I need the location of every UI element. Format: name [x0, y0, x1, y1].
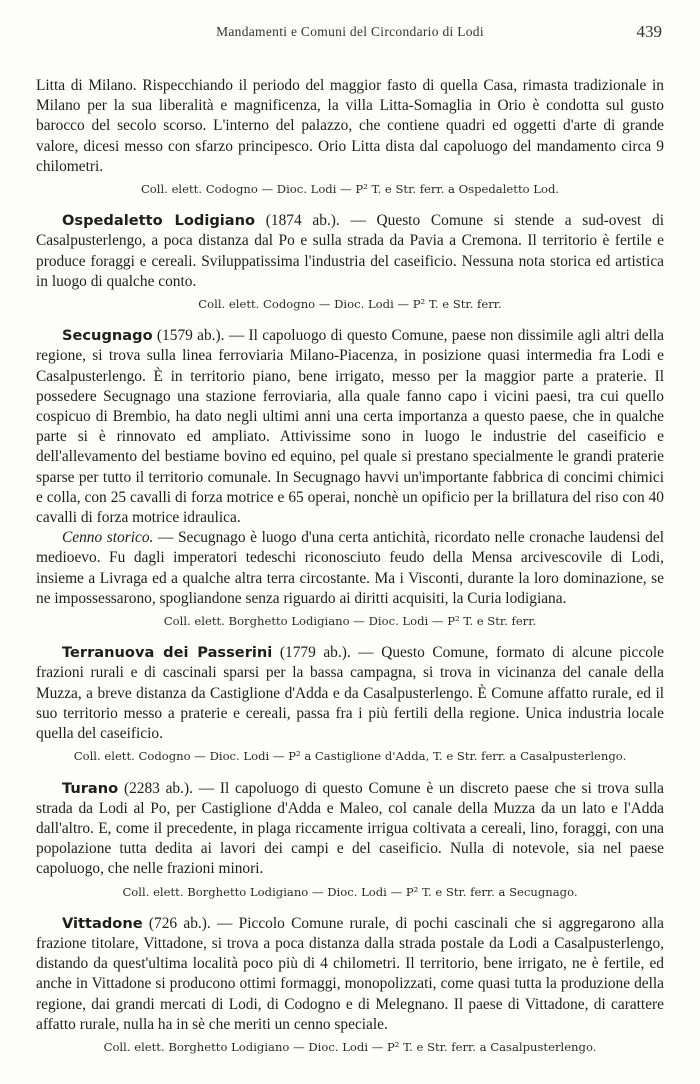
entry-name-vittadone: Vittadone — [62, 914, 143, 932]
vittadone-paragraph — [36, 914, 664, 1035]
secugnago-reference-line: Coll. elett. Borghetto Lodigiano — Dioc. Lodi — P² T. e Str. ferr. — [163, 614, 537, 629]
turano-paragraph — [36, 779, 664, 880]
secugnago-history-paragraph — [36, 528, 664, 609]
terranuova-text: (1779 ab.). — Questo Comune, formato di alcune piccole frazioni rurali e di cascinali sparsi per la bassa campagna, si trova in vicinanza del canale della Muzza, a breve distanza da Castiglione d'Adda e da Casalpusterlengo. È Comune affatto rurale, ed il suo territorio messo a praterie e cereali, passa fra i più fertili della regione. Unica industria locale quella del caseificio. — [36, 644, 664, 743]
entry-name-terranuova: Terranuova dei Passerini — [62, 644, 273, 662]
terranuova-paragraph — [36, 643, 664, 744]
page-number: 439 — [636, 22, 662, 41]
ospedaletto-text: (1874 ab.). — Questo Comune si stende a sud-ovest di Casalpusterlengo, a poca distanza dal Po e sulla strada da Pavia a Cremona. Il territorio è fertile e produce foraggi e cereali. Sviluppatissima l'industria del caseificio. Nessuna nota storica ed artistica in luogo di qualche conto. — [36, 212, 664, 290]
ospedaletto-reference-line: Coll. elett. Codogno — Dioc. Lodi — P² T. e Str. ferr. — [198, 297, 502, 312]
body-text — [36, 76, 664, 1069]
entry-name-turano: Turano — [62, 779, 119, 797]
secugnago-text: (1579 ab.). — Il capoluogo di questo Comune, paese non dissimile agli altri della regione, si trova sulla linea ferroviaria Milano-Piacenza, in posizione quasi intermedia fra Lodi e Casalpusterlengo. È in territorio piano, bene irrigato, messo per la maggior parte a praterie. Il possedere Secugnago una stazione ferroviaria, alla quale fanno capo i vicini paesi, tra cui quello cospicuo di Brembio, ha dato negli ultimi anni una certa importanza a questo paese, che in qualche parte si è rinnovato ed ampliato. Attivissime sono in luogo le industrie del caseificio e dell'allevamento del bestiame bovino ed equino, pel quale si prestano specialmente le grandi praterie sparse per tutto il territorio comunale. In Secugnago havvi un'importante fabbrica di concimi chimici e colla, con 25 cavalli di forza motrice e 65 operai, nonchè un opificio per la brillatura del riso con 40 cavalli di forza motrice idraulica. — [36, 327, 664, 527]
entry-name-secugnago: Secugnago — [62, 327, 153, 345]
terranuova-reference-line: Coll. elett. Codogno — Dioc. Lodi — P² a Castiglione d'Adda, T. e Str. ferr. a Casalpusterlengo. — [73, 749, 627, 764]
vittadone-text: (726 ab.). — Piccolo Comune rurale, di pochi cascinali che si aggregarono alla frazione titolare, Vittadone, si trova a poca distanza dalla strada postale da Lodi a Casalpusterlengo, distando da quest'ultima località poco più di 4 chilometri. Il territorio, bene irrigato, ne è fertile, ed anche in Vittadone si producono ottimi formaggi, monopolizzati, come quasi tutta la produzione della regione, dai grandi mercati di Lodi, di Codogno e di Melegnano. Il paese di Vittadone, di carattere affatto rurale, nulla ha in sè che meriti un cenno speciale. — [36, 914, 664, 1033]
orio-continuation-paragraph: Litta di Milano. Rispecchiando il periodo del maggior fasto di quella Casa, rimasta tradizionale in Milano per la sua liberalità e magnificenza, la villa Litta-Somaglia in Orio è condotta sul gusto barocco del secolo scorso. L'interno del palazzo, che contiene quadri ed oggetti d'arte di grande valore, dicesi messo con sfarzo principesco. Orio Litta dista dal capoluogo del mandamento circa 9 chilometri. — [36, 77, 664, 175]
ospedaletto-paragraph — [36, 211, 664, 292]
entry-name-ospedaletto: Ospedaletto Lodigiano — [62, 212, 256, 230]
secugnago-history-text: — Secugnago è luogo d'una certa antichità, ricordato nelle cronache laudensi del medioevo. Fu dagli imperatori tedeschi riconosciuto feudo della Mensa arcivescovile di Lodi, insieme a Livraga ed a qualche altra terra circostante. Ma i Visconti, durante la loro dominazione, se ne impossessarono, spogliandone senza riguardo ai diritti acquisiti, la Curia lodigiana. — [36, 529, 664, 607]
running-title: Mandamenti e Comuni del Circondario di Lodi — [216, 24, 484, 39]
orio-reference-line: Coll. elett. Codogno — Dioc. Lodi — P² T. e Str. ferr. a Ospedaletto Lod. — [140, 182, 560, 197]
secugnago-paragraph — [36, 326, 664, 528]
vittadone-reference-line: Coll. elett. Borghetto Lodigiano — Dioc. Lodi — P² T. e Str. ferr. a Casalpusterlengo. — [103, 1039, 597, 1054]
turano-reference-line: Coll. elett. Borghetto Lodigiano — Dioc. Lodi — P² T. e Str. ferr. a Secugnago. — [122, 884, 578, 899]
running-header — [0, 24, 700, 46]
turano-text: (2283 ab.). — Il capoluogo di questo Comune è un discreto paese che si trova sulla strada da Lodi al Po, per Castiglione d'Adda e Maleo, col canale della Muzza da un lato e l'Adda dall'altro. E, come il precedente, in plaga riccamente irrigua coltivata a cereali, lino, foraggi, con una popolazione tutta dedita ai lavori dei campi e del caseificio. Nulla di notevole, sia nel paese capoluogo, che nelle frazioni minori. — [36, 779, 664, 878]
history-label: Cenno storico. — [62, 529, 154, 547]
